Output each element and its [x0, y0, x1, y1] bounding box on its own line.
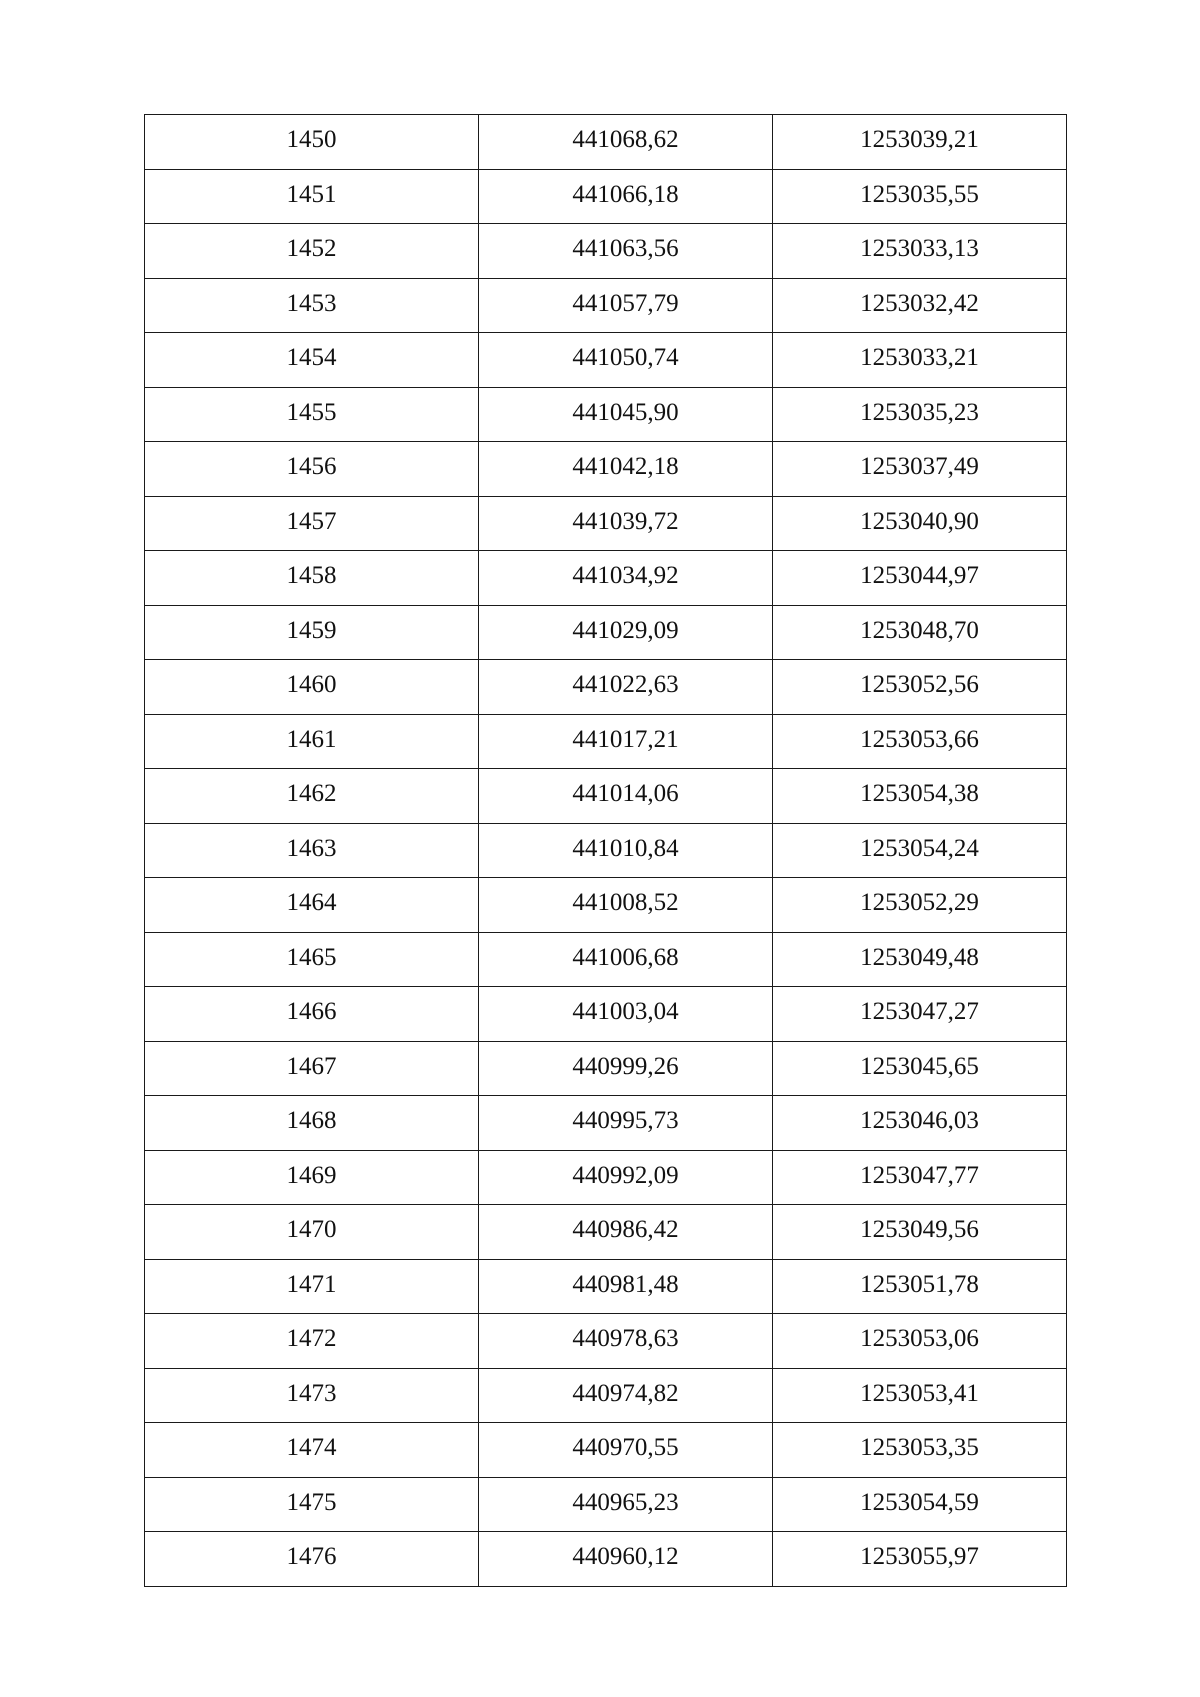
cell-text: 1458 — [286, 562, 337, 590]
cell-text: 1464 — [286, 889, 337, 917]
cell-text: 441057,79 — [572, 289, 679, 317]
cell-text: 1450 — [286, 126, 337, 154]
table-row — [145, 115, 1067, 170]
point-number-cell — [145, 333, 479, 388]
table-row — [145, 387, 1067, 442]
x-coordinate-cell — [479, 1477, 773, 1532]
point-number-cell — [145, 878, 479, 933]
cell-text: 1253047,27 — [860, 998, 979, 1026]
cell-text: 1451 — [286, 180, 337, 208]
cell-text: 1470 — [286, 1216, 337, 1244]
cell-text: 440981,48 — [572, 1270, 679, 1298]
x-coordinate-cell — [479, 278, 773, 333]
cell-text: 1253052,29 — [860, 889, 979, 917]
x-coordinate-cell — [479, 1205, 773, 1260]
cell-text: 1459 — [286, 616, 337, 644]
y-coordinate-cell — [773, 1259, 1067, 1314]
y-coordinate-cell — [773, 1314, 1067, 1369]
cell-text: 1253035,23 — [860, 398, 979, 426]
cell-text: 441017,21 — [572, 725, 679, 753]
cell-text: 1253053,35 — [860, 1434, 979, 1462]
point-number-cell — [145, 115, 479, 170]
cell-text: 1253037,49 — [860, 453, 979, 481]
cell-text: 1253049,56 — [860, 1216, 979, 1244]
cell-text: 1253044,97 — [860, 562, 979, 590]
y-coordinate-cell — [773, 1368, 1067, 1423]
cell-text: 1453 — [286, 289, 337, 317]
cell-text: 440992,09 — [572, 1161, 679, 1189]
table-row — [145, 987, 1067, 1042]
y-coordinate-cell — [773, 551, 1067, 606]
y-coordinate-cell — [773, 387, 1067, 442]
cell-text: 1463 — [286, 834, 337, 862]
point-number-cell — [145, 932, 479, 987]
point-number-cell — [145, 1205, 479, 1260]
x-coordinate-cell — [479, 1259, 773, 1314]
x-coordinate-cell — [479, 442, 773, 497]
cell-text: 1474 — [286, 1434, 337, 1462]
x-coordinate-cell — [479, 387, 773, 442]
y-coordinate-cell — [773, 932, 1067, 987]
x-coordinate-cell — [479, 823, 773, 878]
cell-text: 1476 — [286, 1543, 337, 1571]
y-coordinate-cell — [773, 987, 1067, 1042]
y-coordinate-cell — [773, 224, 1067, 279]
cell-text: 441006,68 — [572, 943, 679, 971]
point-number-cell — [145, 278, 479, 333]
x-coordinate-cell — [479, 1368, 773, 1423]
x-coordinate-cell — [479, 1096, 773, 1151]
y-coordinate-cell — [773, 333, 1067, 388]
cell-text: 1253045,65 — [860, 1052, 979, 1080]
cell-text: 1253039,21 — [860, 126, 979, 154]
y-coordinate-cell — [773, 278, 1067, 333]
cell-text: 440960,12 — [572, 1543, 679, 1571]
x-coordinate-cell — [479, 769, 773, 824]
table-row — [145, 1096, 1067, 1151]
table-row — [145, 1150, 1067, 1205]
table-row — [145, 442, 1067, 497]
cell-text: 440974,82 — [572, 1379, 679, 1407]
cell-text: 1253032,42 — [860, 289, 979, 317]
x-coordinate-cell — [479, 932, 773, 987]
table-row — [145, 496, 1067, 551]
cell-text: 1462 — [286, 780, 337, 808]
cell-text: 441014,06 — [572, 780, 679, 808]
table-row — [145, 333, 1067, 388]
point-number-cell — [145, 1314, 479, 1369]
point-number-cell — [145, 1150, 479, 1205]
cell-text: 1454 — [286, 344, 337, 372]
cell-text: 441042,18 — [572, 453, 679, 481]
table-row — [145, 278, 1067, 333]
cell-text: 440970,55 — [572, 1434, 679, 1462]
table-row — [145, 769, 1067, 824]
cell-text: 1452 — [286, 235, 337, 263]
cell-text: 441050,74 — [572, 344, 679, 372]
y-coordinate-cell — [773, 1205, 1067, 1260]
x-coordinate-cell — [479, 987, 773, 1042]
cell-text: 1253054,59 — [860, 1488, 979, 1516]
cell-text: 1253053,41 — [860, 1379, 979, 1407]
cell-text: 1469 — [286, 1161, 337, 1189]
cell-text: 1472 — [286, 1325, 337, 1353]
table-row — [145, 169, 1067, 224]
table-row — [145, 660, 1067, 715]
cell-text: 441003,04 — [572, 998, 679, 1026]
coordinates-table — [144, 114, 1067, 1587]
cell-text: 440965,23 — [572, 1488, 679, 1516]
cell-text: 441039,72 — [572, 507, 679, 535]
cell-text: 1253053,66 — [860, 725, 979, 753]
table-row — [145, 1423, 1067, 1478]
cell-text: 441022,63 — [572, 671, 679, 699]
y-coordinate-cell — [773, 878, 1067, 933]
x-coordinate-cell — [479, 714, 773, 769]
y-coordinate-cell — [773, 1150, 1067, 1205]
point-number-cell — [145, 1041, 479, 1096]
cell-text: 1460 — [286, 671, 337, 699]
x-coordinate-cell — [479, 169, 773, 224]
cell-text: 1253047,77 — [860, 1161, 979, 1189]
cell-text: 1468 — [286, 1107, 337, 1135]
y-coordinate-cell — [773, 442, 1067, 497]
cell-text: 1253052,56 — [860, 671, 979, 699]
table-row — [145, 1259, 1067, 1314]
cell-text: 440978,63 — [572, 1325, 679, 1353]
cell-text: 1253040,90 — [860, 507, 979, 535]
y-coordinate-cell — [773, 769, 1067, 824]
x-coordinate-cell — [479, 878, 773, 933]
cell-text: 441068,62 — [572, 126, 679, 154]
cell-text: 440999,26 — [572, 1052, 679, 1080]
table-row — [145, 714, 1067, 769]
cell-text: 1253033,21 — [860, 344, 979, 372]
y-coordinate-cell — [773, 115, 1067, 170]
point-number-cell — [145, 1477, 479, 1532]
y-coordinate-cell — [773, 496, 1067, 551]
point-number-cell — [145, 224, 479, 279]
y-coordinate-cell — [773, 605, 1067, 660]
y-coordinate-cell — [773, 823, 1067, 878]
y-coordinate-cell — [773, 660, 1067, 715]
table-row — [145, 224, 1067, 279]
cell-text: 1253054,38 — [860, 780, 979, 808]
x-coordinate-cell — [479, 115, 773, 170]
point-number-cell — [145, 442, 479, 497]
cell-text: 1253053,06 — [860, 1325, 979, 1353]
x-coordinate-cell — [479, 1532, 773, 1587]
point-number-cell — [145, 769, 479, 824]
point-number-cell — [145, 714, 479, 769]
table-row — [145, 1532, 1067, 1587]
x-coordinate-cell — [479, 496, 773, 551]
coordinates-table-body — [145, 115, 1067, 1587]
y-coordinate-cell — [773, 1096, 1067, 1151]
cell-text: 1465 — [286, 943, 337, 971]
table-row — [145, 1477, 1067, 1532]
table-row — [145, 932, 1067, 987]
table-row — [145, 1368, 1067, 1423]
table-row — [145, 1041, 1067, 1096]
cell-text: 1467 — [286, 1052, 337, 1080]
point-number-cell — [145, 660, 479, 715]
cell-text: 441063,56 — [572, 235, 679, 263]
cell-text: 1253054,24 — [860, 834, 979, 862]
table-row — [145, 1205, 1067, 1260]
x-coordinate-cell — [479, 605, 773, 660]
cell-text: 441010,84 — [572, 834, 679, 862]
cell-text: 1475 — [286, 1488, 337, 1516]
cell-text: 440986,42 — [572, 1216, 679, 1244]
x-coordinate-cell — [479, 1150, 773, 1205]
table-row — [145, 823, 1067, 878]
cell-text: 1466 — [286, 998, 337, 1026]
point-number-cell — [145, 987, 479, 1042]
cell-text: 1461 — [286, 725, 337, 753]
cell-text: 1253049,48 — [860, 943, 979, 971]
cell-text: 1253051,78 — [860, 1270, 979, 1298]
point-number-cell — [145, 551, 479, 606]
cell-text: 1471 — [286, 1270, 337, 1298]
point-number-cell — [145, 1096, 479, 1151]
x-coordinate-cell — [479, 551, 773, 606]
cell-text: 440995,73 — [572, 1107, 679, 1135]
x-coordinate-cell — [479, 224, 773, 279]
point-number-cell — [145, 1423, 479, 1478]
cell-text: 1456 — [286, 453, 337, 481]
cell-text: 1253048,70 — [860, 616, 979, 644]
y-coordinate-cell — [773, 1477, 1067, 1532]
cell-text: 441008,52 — [572, 889, 679, 917]
cell-text: 1457 — [286, 507, 337, 535]
table-row — [145, 551, 1067, 606]
x-coordinate-cell — [479, 660, 773, 715]
y-coordinate-cell — [773, 1041, 1067, 1096]
point-number-cell — [145, 169, 479, 224]
y-coordinate-cell — [773, 1532, 1067, 1587]
x-coordinate-cell — [479, 1041, 773, 1096]
y-coordinate-cell — [773, 1423, 1067, 1478]
point-number-cell — [145, 387, 479, 442]
cell-text: 1253055,97 — [860, 1543, 979, 1571]
cell-text: 441045,90 — [572, 398, 679, 426]
y-coordinate-cell — [773, 169, 1067, 224]
cell-text: 1253046,03 — [860, 1107, 979, 1135]
point-number-cell — [145, 1259, 479, 1314]
cell-text: 1253035,55 — [860, 180, 979, 208]
cell-text: 441034,92 — [572, 562, 679, 590]
point-number-cell — [145, 496, 479, 551]
y-coordinate-cell — [773, 714, 1067, 769]
cell-text: 441029,09 — [572, 616, 679, 644]
x-coordinate-cell — [479, 1314, 773, 1369]
cell-text: 1473 — [286, 1379, 337, 1407]
point-number-cell — [145, 823, 479, 878]
point-number-cell — [145, 605, 479, 660]
x-coordinate-cell — [479, 333, 773, 388]
table-row — [145, 1314, 1067, 1369]
cell-text: 1253033,13 — [860, 235, 979, 263]
x-coordinate-cell — [479, 1423, 773, 1478]
point-number-cell — [145, 1532, 479, 1587]
table-row — [145, 605, 1067, 660]
cell-text: 1455 — [286, 398, 337, 426]
point-number-cell — [145, 1368, 479, 1423]
table-row — [145, 878, 1067, 933]
cell-text: 441066,18 — [572, 180, 679, 208]
